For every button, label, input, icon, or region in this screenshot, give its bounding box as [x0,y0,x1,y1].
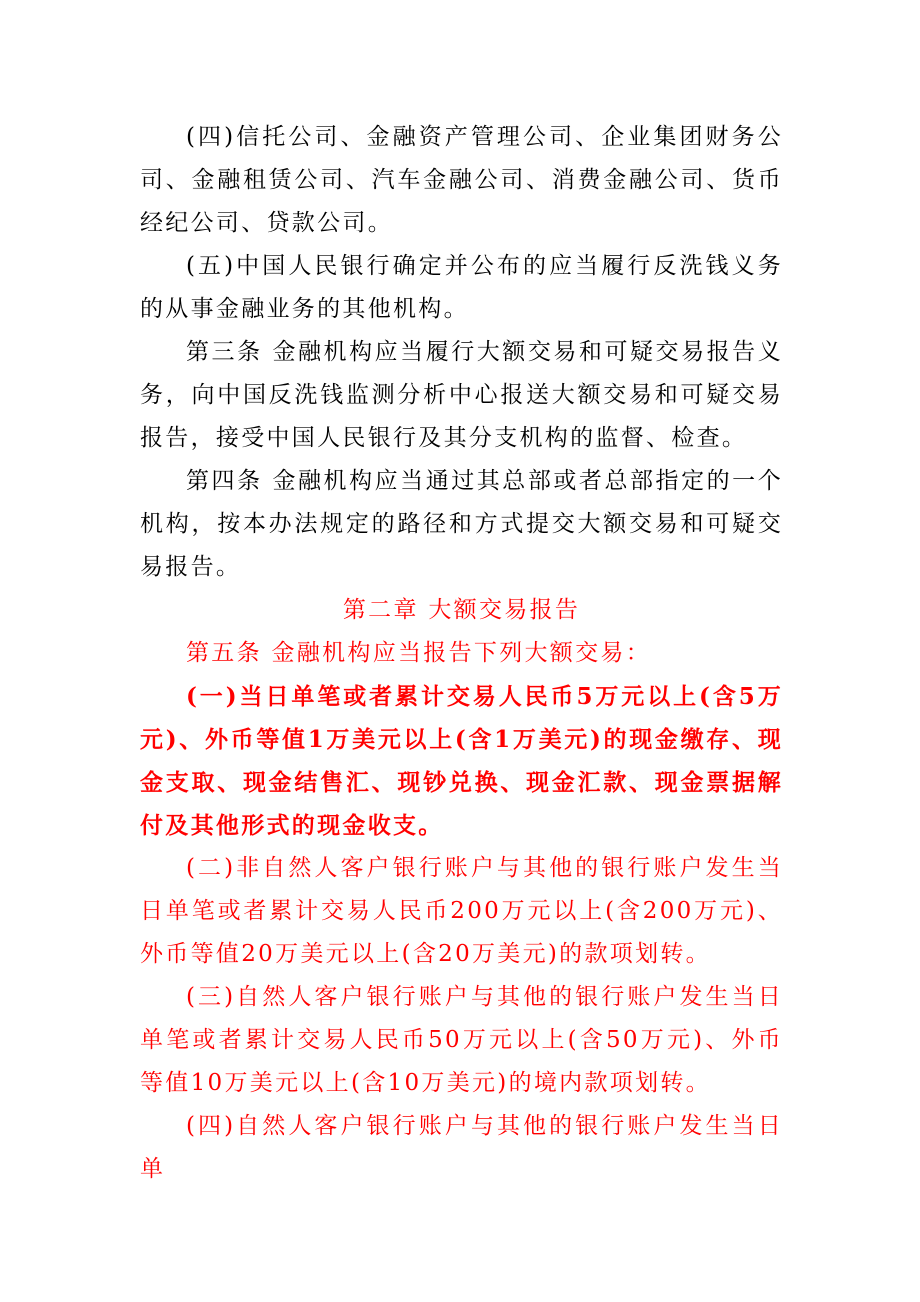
paragraph-item-4-institutions: (四)信托公司、金融资产管理公司、企业集团财务公司、金融租赁公司、汽车金融公司、消费金融公司、货币经纪公司、贷款公司。 [140,124,783,236]
paragraph-article-3: 第三条 金融机构应当履行大额交易和可疑交易报告义务，向中国反洗钱监测分析中心报送大额交易和可疑交易报告，接受中国人民银行及其分支机构的监督、检查。 [140,339,783,451]
list-item-natural-person-domestic-transfers: (三)自然人客户银行账户与其他的银行账户发生当日单笔或者累计交易人民币50万元以上(含50万元)、外币等值10万美元以上(含10万美元)的境内款项划转。 [140,984,783,1096]
document-body [140,116,783,1191]
list-item-non-natural-person-transfers: (二)非自然人客户银行账户与其他的银行账户发生当日单笔或者累计交易人民币200万元以上(含200万元)、外币等值20万美元以上(含20万美元)的款项划转。 [140,855,783,967]
list-item-natural-person-cross-border-transfers: (四)自然人客户银行账户与其他的银行账户发生当日单 [140,1113,783,1182]
chapter-heading: 第二章 大额交易报告 [342,597,581,623]
paragraph-article-4: 第四条 金融机构应当通过其总部或者总部指定的一个机构，按本办法规定的路径和方式提交大额交易和可疑交易报告。 [140,468,783,580]
list-item-cash-transactions: (一)当日单笔或者累计交易人民币5万元以上(含5万元)、外币等值1万美元以上(含1万美元)的现金缴存、现金支取、现金结售汇、现钞兑换、现金汇款、现金票据解付及其他形式的现金收支。 [140,683,783,839]
paragraph-article-5-intro: 第五条 金融机构应当报告下列大额交易： [186,640,652,666]
paragraph-item-5-other-institutions: (五)中国人民银行确定并公布的应当履行反洗钱义务的从事金融业务的其他机构。 [140,253,783,322]
